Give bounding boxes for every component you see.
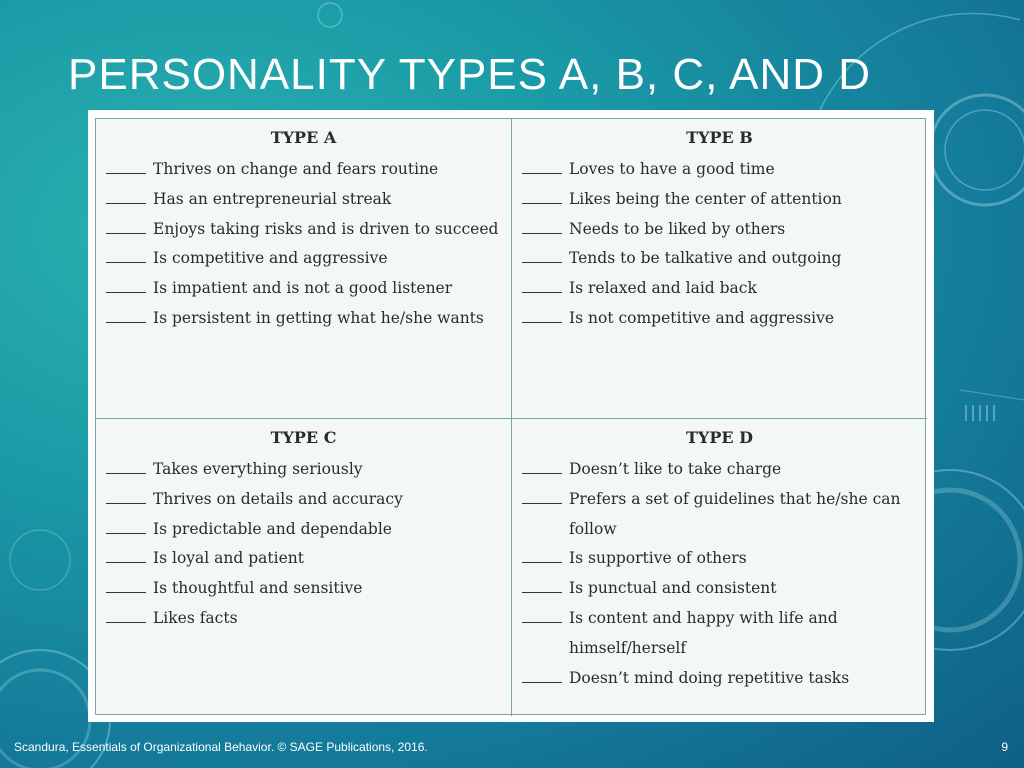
item-text: Is predictable and dependable — [153, 519, 392, 538]
item-text: Is relaxed and laid back — [569, 279, 757, 298]
type-heading: TYPE A — [270, 128, 337, 147]
checklist-item — [522, 304, 917, 334]
item-text: Is punctual and consistent — [569, 579, 777, 598]
checklist-blank — [522, 664, 562, 683]
item-text: Doesn’t like to take charge — [569, 460, 782, 478]
item-text: Is impatient and is not a good listener — [153, 279, 453, 298]
checklist-blank — [106, 155, 146, 174]
item-text: Is thoughtful and sensitive — [153, 579, 363, 598]
item-text: Is competitive and aggressive — [153, 249, 388, 268]
checklist-item — [522, 485, 917, 545]
checklist-blank — [106, 515, 146, 534]
type-heading: TYPE D — [686, 428, 753, 447]
checklist-blank — [106, 544, 146, 563]
checklist-blank — [522, 455, 562, 474]
item-text: Loves to have a good time — [569, 160, 775, 178]
type-heading: TYPE C — [270, 428, 337, 447]
checklist-item — [106, 574, 501, 604]
checklist-blank — [522, 604, 562, 623]
checklist-blank — [106, 274, 146, 293]
checklist-blank — [106, 215, 146, 234]
item-text: Tends to be talkative and outgoing — [569, 249, 842, 268]
checklist-item — [106, 455, 501, 485]
checklist-item — [106, 244, 501, 274]
checklist-item — [522, 574, 917, 604]
slide-footer-citation: Scandura, Essentials of Organizational Behavior. © SAGE Publications, 2016. — [14, 740, 428, 754]
item-text: Is content and happy with life and himself/herself — [569, 608, 838, 657]
checklist-blank — [522, 185, 562, 204]
checklist-item — [522, 185, 917, 215]
checklist-item — [522, 604, 917, 664]
checklist-item — [522, 155, 917, 185]
checklist-item — [522, 244, 917, 274]
item-text: Likes facts — [153, 608, 238, 627]
checklist-blank — [522, 215, 562, 234]
item-text: Is not competitive and aggressive — [569, 308, 835, 327]
type-heading: TYPE B — [686, 128, 753, 147]
checklist-blank — [522, 244, 562, 263]
checklist-blank — [106, 574, 146, 593]
checklist-item — [106, 155, 501, 185]
checklist-item — [522, 664, 917, 694]
item-text: Is persistent in getting what he/she wants — [153, 308, 484, 327]
checklist-item — [106, 185, 501, 215]
checklist-blank — [106, 455, 146, 474]
checklist-blank — [106, 604, 146, 623]
item-text: Thrives on change and fears routine — [153, 160, 439, 178]
slide-page-number: 9 — [1001, 740, 1008, 754]
type-d-checklist — [522, 455, 917, 693]
item-text: Takes everything seriously — [153, 460, 363, 478]
checklist-item — [106, 604, 501, 634]
item-text: Is supportive of others — [569, 549, 747, 568]
type-c-checklist — [106, 455, 501, 634]
checklist-item — [106, 215, 501, 245]
checklist-item — [522, 455, 917, 485]
item-text: Doesn’t mind doing repetitive tasks — [569, 668, 850, 687]
checklist-item — [522, 274, 917, 304]
checklist-item — [106, 274, 501, 304]
item-text: Prefers a set of guidelines that he/she can follow — [569, 489, 901, 538]
type-b-cell — [511, 119, 927, 418]
checklist-item — [106, 515, 501, 545]
type-a-checklist — [106, 155, 501, 334]
item-text: Has an entrepreneurial streak — [153, 189, 392, 208]
checklist-blank — [522, 574, 562, 593]
checklist-item — [522, 215, 917, 245]
checklist-blank — [522, 485, 562, 504]
checklist-item — [106, 304, 501, 334]
checklist-item — [106, 485, 501, 515]
checklist-blank — [522, 274, 562, 293]
item-text: Likes being the center of attention — [569, 189, 842, 208]
checklist-blank — [522, 155, 562, 174]
checklist-blank — [106, 304, 146, 323]
type-b-checklist — [522, 155, 917, 334]
type-d-cell — [511, 418, 927, 716]
item-text: Thrives on details and accuracy — [153, 489, 403, 508]
item-text: Needs to be liked by others — [569, 219, 786, 238]
personality-types-grid — [95, 118, 926, 715]
personality-table-panel — [88, 110, 934, 722]
checklist-blank — [106, 244, 146, 263]
type-a-cell — [96, 119, 511, 418]
checklist-item — [106, 544, 501, 574]
slide-title: PERSONALITY TYPES A, B, C, AND D — [68, 50, 872, 99]
checklist-item — [522, 544, 917, 574]
type-c-cell — [96, 418, 511, 716]
item-text: Enjoys taking risks and is driven to succeed — [153, 219, 499, 238]
checklist-blank — [522, 304, 562, 323]
checklist-blank — [106, 185, 146, 204]
checklist-blank — [522, 544, 562, 563]
checklist-blank — [106, 485, 146, 504]
item-text: Is loyal and patient — [153, 549, 304, 568]
